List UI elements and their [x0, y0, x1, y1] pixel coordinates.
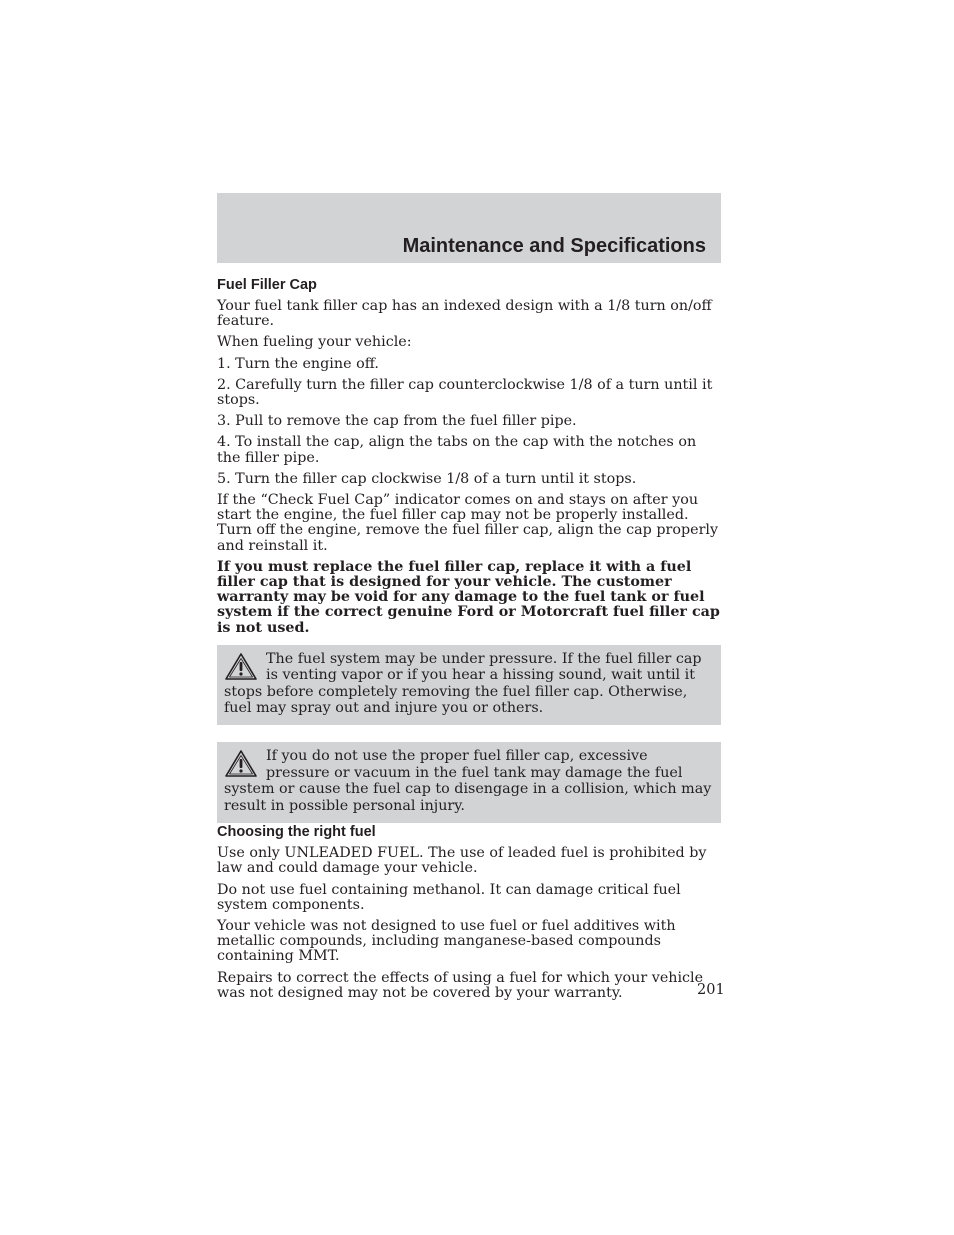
section-heading-choosing-fuel: Choosing the right fuel [217, 824, 376, 841]
paragraph: Repairs to correct the effects of using a fuel for which your vehicle was not designed may not be covered by your warranty. [217, 969, 704, 1001]
bold-note: If you must replace the fuel filler cap, replace it with a fuel filler cap that is designed for your vehicle. The customer warranty may be void for any damage to the fuel tank or fuel system if the correct genuine Ford or Motorcraft fuel filler cap is not used. [217, 558, 720, 636]
paragraph: Your fuel tank filler cap has an indexed design with a 1/8 turn on/off feature. [217, 298, 712, 330]
warning-box [217, 645, 721, 726]
page-number: 201 [697, 982, 725, 998]
step-1: 1. Turn the engine off. [217, 355, 379, 372]
paragraph: If the “Check Fuel Cap” indicator comes on and stays on after you start the engine, the fuel filler cap may not be properly installed. Turn off the engine, remove the fuel filler cap, align the cap properly and reinstall it. [217, 492, 719, 554]
page-title: Maintenance and Specifications [402, 235, 706, 257]
paragraph: When fueling your vehicle: [217, 334, 412, 351]
warning-text: If you do not use the proper fuel filler cap, excessive pressure or vacuum in the fuel tank may damage the fuel system or cause the fuel cap to disengage in a collision, which may result in possible personal injury. [224, 748, 712, 814]
step-3: 3. Pull to remove the cap from the fuel filler pipe. [217, 413, 577, 430]
warning-text: The fuel system may be under pressure. If the fuel filler cap is venting vapor or if you hear a hissing sound, wait until it stops before completely removing the fuel filler cap. Otherwise, fuel may spray out and injure you or others. [224, 650, 702, 717]
step-2: 2. Carefully turn the filler cap counterclockwise 1/8 of a turn until it stops. [217, 376, 713, 409]
warning-box [217, 742, 721, 823]
warning-triangle-icon [224, 749, 258, 779]
section-heading-fuel-filler-cap: Fuel Filler Cap [217, 277, 317, 293]
warning-triangle-icon [224, 652, 258, 682]
paragraph: Do not use fuel containing methanol. It can damage critical fuel system components. [217, 881, 681, 913]
step-4: 4. To install the cap, align the tabs on the cap with the notches on the filler pipe. [217, 434, 697, 466]
paragraph: Your vehicle was not designed to use fuel or fuel additives with metallic compounds, including manganese-based compounds containing MMT. [217, 917, 676, 965]
step-5: 5. Turn the filler cap clockwise 1/8 of a turn until it stops. [217, 470, 637, 487]
header-band [217, 193, 721, 263]
page-content [217, 276, 721, 1007]
paragraph: Use only UNLEADED FUEL. The use of leaded fuel is prohibited by law and could damage your vehicle. [217, 845, 707, 877]
